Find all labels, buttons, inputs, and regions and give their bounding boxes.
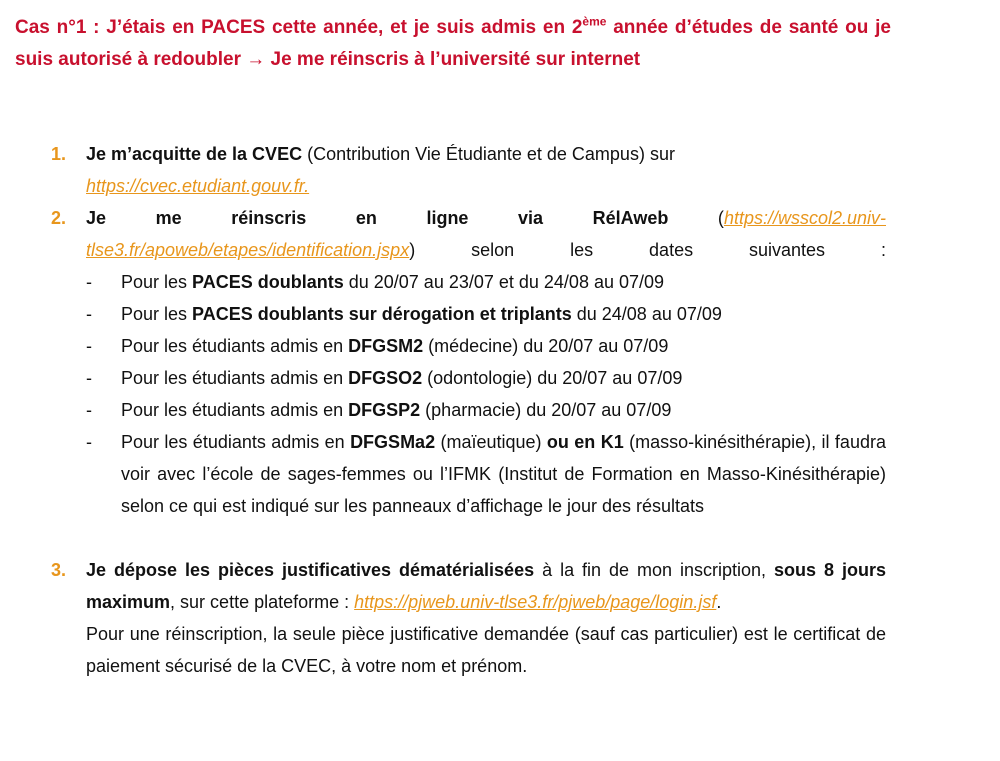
list-item	[86, 426, 886, 522]
case-heading	[15, 12, 891, 76]
dash-bullet: -	[86, 368, 92, 388]
list-item	[86, 266, 886, 298]
list-item-text: Pour les	[121, 272, 193, 292]
step-3-text: à la fin de mon inscription,	[534, 560, 775, 580]
pjweb-link[interactable]: https://pjweb.univ-tlse3.fr/pjweb/page/login.jsf	[354, 592, 717, 612]
heading-superscript: ème	[582, 14, 607, 29]
dash-bullet: -	[86, 304, 92, 324]
list-item-text: (médecine) du 20/07 au 07/09	[423, 336, 669, 356]
step-3-note: Pour une réinscription, la seule pièce justificative demandée (sauf cas particulier) est le certificat de paiement sécurisé de la CVEC, à votre nom et prénom.	[86, 624, 886, 676]
step-2-bold: Je me réinscris en ligne via RélAweb	[86, 208, 669, 228]
list-item-bold: DFGSMa2	[350, 432, 436, 452]
list-item-text: du 24/08 au 07/09	[571, 304, 722, 324]
spacer	[0, 522, 1000, 554]
step-3-bold-deadline: sous 8 jours maximum	[86, 560, 887, 612]
step-3-bold: Je dépose les pièces justificatives dématérialisées	[86, 560, 535, 580]
list-item	[86, 362, 886, 394]
list-item-text: Pour les étudiants admis en	[121, 336, 349, 356]
list-item-text: Pour les étudiants admis en	[121, 400, 349, 420]
step-1-number: 1.	[51, 144, 67, 164]
step-3-number: 3.	[51, 560, 67, 580]
list-item	[86, 298, 886, 330]
step-3	[0, 554, 886, 682]
dash-bullet: -	[86, 272, 92, 292]
cvec-link[interactable]: https://cvec.etudiant.gouv.fr.	[86, 176, 310, 196]
step-1	[0, 138, 886, 202]
list-item-text: (maïeutique)	[435, 432, 547, 452]
list-item-bold: PACES doublants sur dérogation et triplants	[192, 304, 572, 324]
list-item-bold: PACES doublants	[192, 272, 344, 292]
list-item-bold: DFGSP2	[348, 400, 421, 420]
list-item-text: du 20/07 au 23/07 et du 24/08 au 07/09	[343, 272, 665, 292]
step-3-text-platform: , sur cette plateforme :	[170, 592, 355, 612]
list-item-text: Pour les étudiants admis en	[121, 368, 349, 388]
list-item	[86, 394, 886, 426]
steps-content	[0, 138, 1000, 682]
list-item-bold: DFGSM2	[348, 336, 424, 356]
step-1-bold: Je m’acquitte de la CVEC	[86, 144, 303, 164]
dash-bullet: -	[86, 432, 92, 452]
step-2-line-1	[86, 202, 886, 266]
step-3-period: .	[716, 592, 722, 612]
list-item-text: (masso-kinésithérapie), il faudra voir avec l’école de sages-femmes ou l’IFMK (Institut de Formation en Masso-Kinésithérapie) selon ce qui est indiqué sur les panneaux d’affichage le jour des résultats	[121, 432, 886, 516]
list-item-bold: ou en K1	[546, 432, 624, 452]
step-2-link-open: (	[668, 208, 724, 228]
step-1-text: (Contribution Vie Étudiante et de Campus) sur	[302, 144, 675, 164]
list-item-text: (pharmacie) du 20/07 au 07/09	[420, 400, 672, 420]
list-item-text: (odontologie) du 20/07 au 07/09	[422, 368, 683, 388]
dash-bullet: -	[86, 400, 92, 420]
heading-text-end: année d’études de santé ou je suis autorisé à redoubler → Je me réinscris à l’université sur internet	[15, 17, 891, 70]
step-2-text: ) selon les dates suivantes :	[409, 240, 886, 260]
list-item-text: Pour les	[121, 304, 193, 324]
dash-bullet: -	[86, 336, 92, 356]
list-item-text: Pour les étudiants admis en	[121, 432, 351, 452]
dates-list	[86, 266, 886, 522]
step-2-number: 2.	[51, 208, 67, 228]
step-2	[0, 202, 886, 522]
heading-text-start: Cas n°1 : J’étais en PACES cette année, et je suis admis en 2	[15, 17, 583, 38]
relaweb-link[interactable]: https://wsscol2.univ-tlse3.fr/apoweb/etapes/identification.jspx	[86, 208, 886, 260]
list-item	[86, 330, 886, 362]
list-item-bold: DFGSO2	[348, 368, 423, 388]
